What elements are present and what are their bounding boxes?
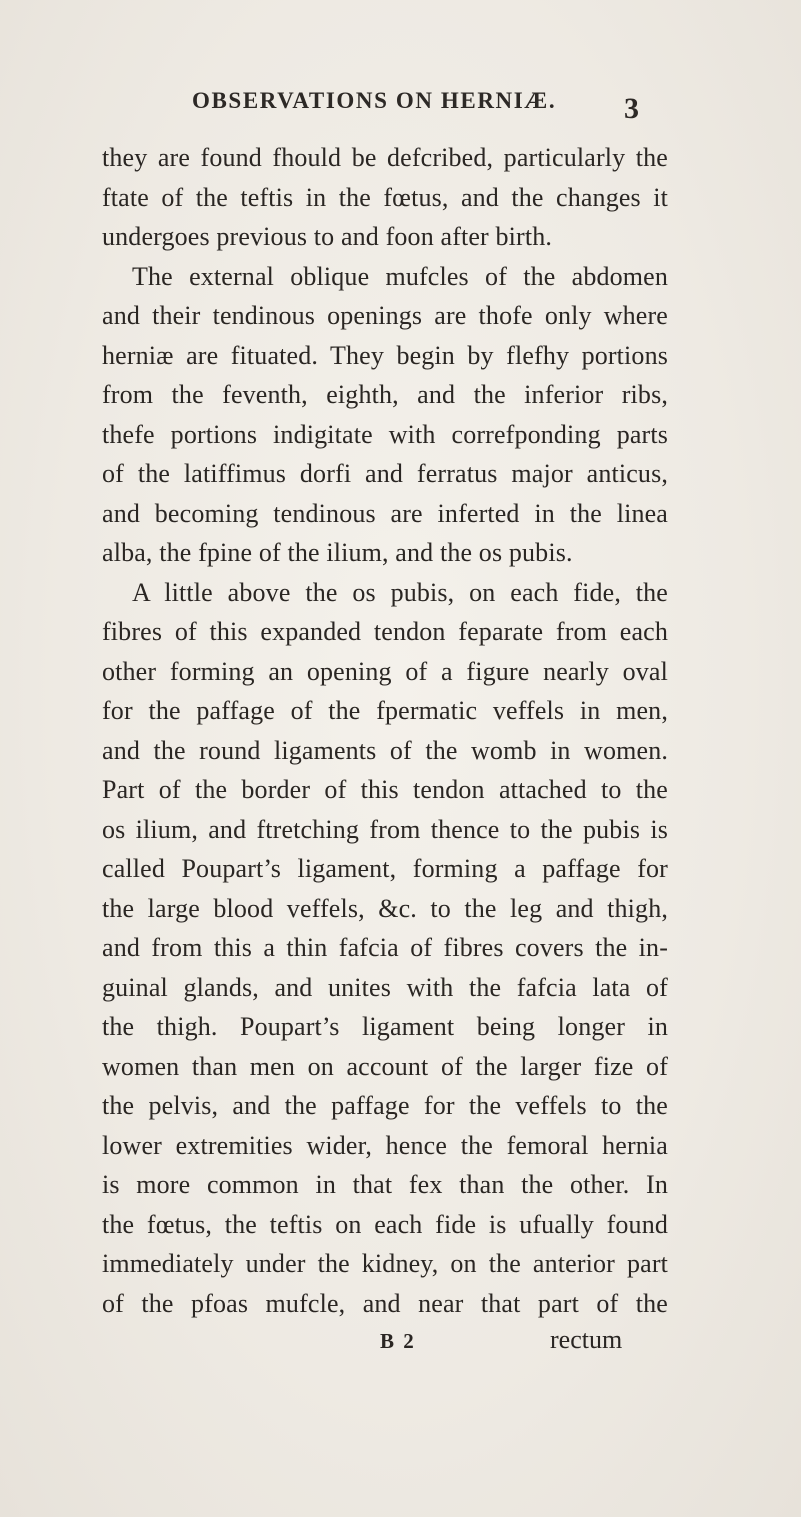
text-line: herniæ are fituated. They begin by flefhy portions [102, 340, 668, 370]
text-line: the fœtus, the teftis on each fide is ufually found [102, 1209, 668, 1239]
catchword: rectum [550, 1325, 623, 1354]
text-line: from the feventh, eighth, and the inferior ribs, [102, 380, 668, 409]
text-line: A little above the os pubis, on each fide, the [132, 577, 668, 607]
text-line: they are found fhould be defcribed, particularly the [102, 143, 668, 172]
text-line: immediately under the kidney, on the anterior part [102, 1249, 668, 1278]
text-line: and from this a thin fafcia of fibres covers the in- [102, 933, 668, 962]
text-line: os ilium, and ftretching from thence to the pubis is [102, 814, 668, 844]
body-text [102, 138, 668, 1323]
text-line: and the round ligaments of the womb in women. [102, 735, 668, 765]
text-line: ftate of the teftis in the fœtus, and the changes it [102, 182, 668, 212]
text-line: the large blood veffels, &c. to the leg and thigh, [102, 893, 668, 923]
text-line: for the paffage of the fpermatic veffels in men, [102, 696, 668, 725]
text-line: The external oblique mufcles of the abdomen [132, 261, 668, 291]
text-line: the pelvis, and the paffage for the veffels to the [102, 1091, 668, 1120]
running-head [0, 88, 801, 128]
text-line: Part of the border of this tendon attached to the [102, 775, 668, 804]
running-title: OBSERVATIONS ON HERNIÆ. [192, 88, 557, 113]
text-line: the thigh. Poupart’s ligament being longer in [102, 1012, 668, 1041]
text-line: alba, the fpine of the ilium, and the os pubis. [102, 538, 573, 567]
text-line: fibres of this expanded tendon feparate from each [102, 617, 668, 646]
text-line: called Poupart’s ligament, forming a paffage for [102, 854, 668, 883]
page-number: 3 [624, 92, 639, 125]
signature-mark: B 2 [380, 1329, 416, 1353]
text-line: and becoming tendinous are inferted in the linea [102, 498, 668, 528]
text-line: other forming an opening of a figure nearly oval [102, 656, 668, 686]
text-line: guinal glands, and unites with the fafcia lata of [102, 972, 668, 1002]
text-line: of the latiffimus dorfi and ferratus major anticus, [102, 459, 668, 488]
text-line: undergoes previous to and foon after birth. [102, 222, 553, 251]
text-line: women than men on account of the larger fize of [102, 1051, 668, 1081]
page-footer [0, 1325, 801, 1365]
text-line: and their tendinous openings are thofe only where [102, 301, 668, 330]
text-line: of the pfoas mufcle, and near that part of the [102, 1288, 668, 1318]
text-line: thefe portions indigitate with correfponding parts [102, 419, 668, 449]
text-line: is more common in that fex than the other. In [102, 1170, 668, 1199]
text-line: lower extremities wider, hence the femoral hernia [102, 1130, 668, 1160]
